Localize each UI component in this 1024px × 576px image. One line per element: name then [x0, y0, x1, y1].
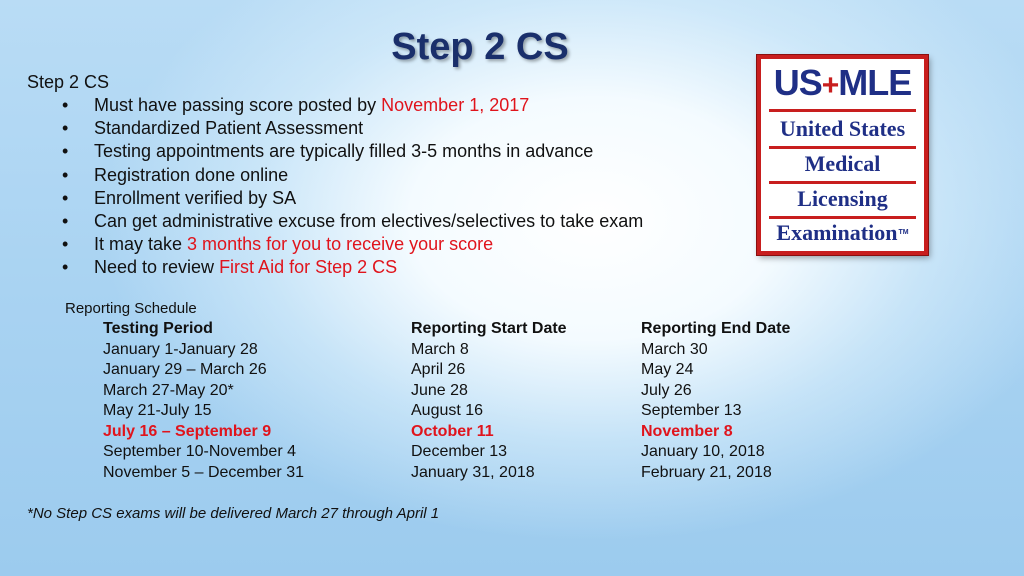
- end-date-cell: January 10, 2018: [641, 443, 765, 460]
- start-date-cell: June 28: [411, 381, 468, 399]
- bullet-text: Testing appointments are typically filled 3-5 months in advance: [94, 141, 594, 162]
- testing-period-cell: May 21-July 15: [103, 402, 212, 419]
- bullet-item: [62, 233, 643, 256]
- bullet-item: [62, 94, 643, 117]
- bullet-text: Registration done online: [94, 164, 289, 185]
- bullet-text: Standardized Patient Assessment: [94, 118, 364, 139]
- bullet-highlight: First Aid for Step 2 CS: [219, 257, 398, 278]
- logo-trademark: TM: [898, 229, 909, 236]
- bullet-highlight: 3 months for you to receive your score: [187, 234, 494, 255]
- usmle-logo: [757, 55, 928, 255]
- footnote: *No Step CS exams will be delivered March 27 through April 1: [27, 505, 440, 522]
- bullet-text: Must have passing score posted by: [94, 95, 382, 115]
- end-date-cell: September 13: [641, 402, 742, 419]
- logo-divider: [769, 109, 916, 112]
- logo-divider: [769, 146, 916, 149]
- logo-word-united-states: United States: [779, 116, 906, 141]
- bullet-marker: •: [62, 95, 69, 115]
- bullet-text: It may take: [94, 234, 188, 255]
- bullet-marker: •: [62, 118, 69, 139]
- bullet-marker: •: [62, 257, 69, 278]
- schedule-label: Reporting Schedule: [65, 300, 197, 317]
- bullet-item: [62, 117, 643, 140]
- start-date-cell: August 16: [411, 402, 484, 419]
- bullet-item: [62, 140, 643, 163]
- testing-period-cell: November 5 – December 31: [103, 463, 304, 481]
- logo-word-licensing: Licensing: [797, 186, 888, 211]
- start-date-cell: December 13: [411, 443, 508, 460]
- bullet-text: Can get administrative excuse from electives/selectives to take exam: [94, 210, 644, 231]
- bullet-item: [62, 256, 643, 279]
- end-date-cell: February 21, 2018: [641, 463, 772, 481]
- testing-period-cell: January 1-January 28: [103, 340, 258, 358]
- end-date-cell: March 30: [641, 340, 708, 358]
- end-date-cell: July 26: [641, 381, 692, 399]
- logo-us: US: [773, 62, 822, 103]
- logo-divider: [769, 181, 916, 184]
- section-heading: Step 2 CS: [27, 72, 110, 92]
- start-date-cell: April 26: [411, 361, 466, 378]
- bullet-marker: •: [62, 141, 69, 162]
- bullet-marker: •: [62, 164, 69, 185]
- end-date-cell: November 8: [641, 422, 733, 440]
- logo-examination-text: Examination: [776, 220, 898, 245]
- testing-period-cell: March 27-May 20*: [103, 381, 234, 399]
- testing-period-cell: July 16 – September 9: [103, 422, 272, 440]
- header-reporting-start: Reporting Start Date: [411, 320, 567, 337]
- testing-period-cell: September 10-November 4: [103, 443, 296, 460]
- bullet-item: [62, 164, 643, 187]
- start-date-cell: March 8: [411, 340, 469, 358]
- logo-word-examination: [761, 220, 924, 246]
- testing-period-cell: January 29 – March 26: [103, 361, 267, 378]
- start-date-cell: October 11: [411, 422, 494, 440]
- logo-plus: +: [821, 69, 839, 102]
- bullet-item: [62, 187, 643, 210]
- logo-acronym: [761, 63, 924, 106]
- bullet-item: [62, 210, 643, 233]
- header-testing-period: Testing Period: [103, 320, 213, 337]
- bullet-highlight: November 1, 2017: [381, 95, 530, 115]
- slide-title: Step 2 CS: [391, 26, 569, 68]
- bullet-marker: •: [62, 210, 69, 231]
- bullet-text: Need to review: [94, 257, 220, 278]
- logo-word-medical: Medical: [804, 151, 881, 176]
- end-date-cell: May 24: [641, 361, 694, 378]
- start-date-cell: January 31, 2018: [411, 463, 535, 481]
- header-reporting-end: Reporting End Date: [641, 320, 791, 337]
- bullet-marker: •: [62, 234, 69, 255]
- bullet-text: Enrollment verified by SA: [94, 187, 297, 208]
- bullet-list: [62, 94, 643, 280]
- logo-divider: [769, 216, 916, 219]
- logo-mle: MLE: [838, 62, 912, 103]
- bullet-marker: •: [62, 187, 69, 208]
